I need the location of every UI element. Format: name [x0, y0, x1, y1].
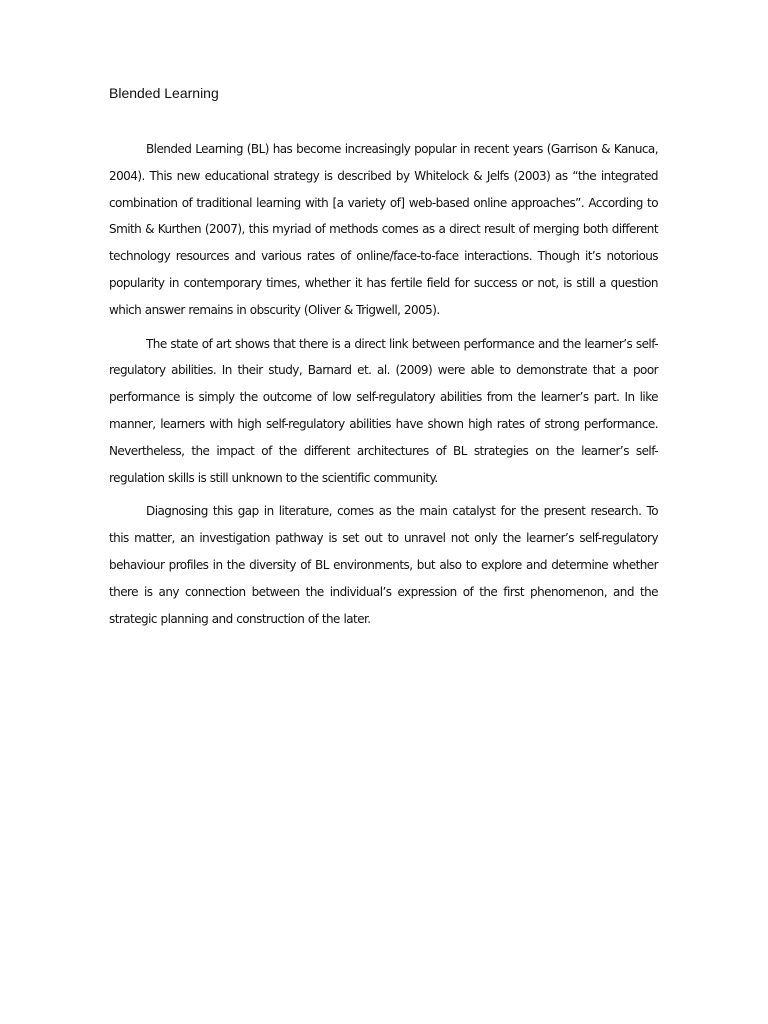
- document-body: [109, 136, 658, 639]
- document-title: Blended Learning: [109, 85, 219, 101]
- paragraph-3: Diagnosing this gap in literature, comes as the main catalyst for the present research. To this matter, an investigation pathway is set out to unravel not only the learner’s self-regulatory behaviour profiles in the diversity of BL environments, but also to explore and determine whether there is any connection between the individual’s expression of the first phenomenon, and the strategic planning and construction of the later.: [109, 504, 658, 626]
- paragraph-2: The state of art shows that there is a direct link between performance and the learner’s self-regulatory abilities. In their study, Barnard et. al. (2009) were able to demonstrate that a poor performance is simply the outcome of low self-regulatory abilities from the learner’s part. In like manner, learners with high self-regulatory abilities have shown high rates of strong performance. Nevertheless, the impact of the different architectures of BL strategies on the learner’s self-regulation skills is still unknown to the scientific community.: [109, 336, 658, 485]
- paragraph-1: Blended Learning (BL) has become increasingly popular in recent years (Garrison & Kanuca, 2004). This new educational strategy is described by Whitelock & Jelfs (2003) as “the integrated combination of traditional learning with [a variety of] web-based online approaches”. According to Smith & Kurthen (2007), this myriad of methods comes as a direct result of merging both different technology resources and various rates of online/face-to-face interactions. Though it’s notorious popularity in contemporary times, whether it has fertile field for success or not, is still a question which answer remains in obscurity (Oliver & Trigwell, 2005).: [109, 142, 658, 317]
